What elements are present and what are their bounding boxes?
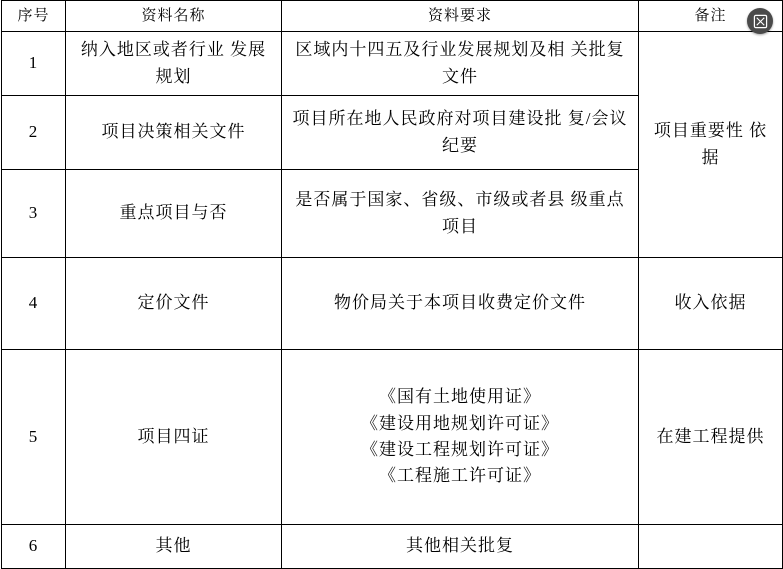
cell-name (66, 32, 282, 96)
cell-name (66, 170, 282, 258)
cell-note: 在建工程提供 (639, 350, 783, 525)
table-header-row (2, 1, 783, 32)
cell-number: 2 (2, 96, 66, 170)
table-row (2, 525, 783, 569)
cell-number: 5 (2, 350, 66, 525)
cell-note-line: 依据 (701, 121, 768, 167)
cell-requirement-line: 关批复文件 (442, 40, 625, 86)
cell-number: 3 (2, 170, 66, 258)
cell-requirement (282, 96, 639, 170)
cell-note (639, 525, 783, 569)
header-cell-name: 资料名称 (66, 1, 282, 32)
table-row (2, 350, 783, 525)
cell-name (66, 350, 282, 525)
cell-requirement (282, 350, 639, 525)
table-header (2, 1, 783, 32)
cell-name (66, 258, 282, 350)
cell-requirement-line: 级重点项目 (442, 190, 625, 236)
cell-requirement-line: 《工程施工许可证》 (379, 466, 541, 486)
table-row (2, 258, 783, 350)
cell-name (66, 96, 282, 170)
header-cell-note: 备注 (639, 1, 783, 32)
cell-name-line: 定价文件 (137, 293, 210, 313)
cell-name-line: 发展规划 (155, 40, 267, 86)
cell-name (66, 525, 282, 569)
cell-name-line: 项目四证 (137, 426, 210, 446)
cell-requirement-line: 项目所在地人民政府对项目建设批 (292, 109, 563, 129)
table-body (2, 32, 783, 569)
cell-requirement-line: 其他相关批复 (406, 536, 514, 556)
cell-number: 1 (2, 32, 66, 96)
cell-requirement-line: 复/会议纪要 (442, 109, 628, 155)
cell-requirement-line: 区域内十四五及行业发展规划及相 (295, 40, 566, 60)
cell-number: 4 (2, 258, 66, 350)
header-cell-requirement: 资料要求 (282, 1, 639, 32)
cell-requirement (282, 525, 639, 569)
cell-requirement (282, 258, 639, 350)
header-cell-number: 序号 (2, 1, 66, 32)
cell-requirement-line: 《建设用地规划许可证》 (361, 413, 559, 433)
cell-note-line: 项目重要性 (653, 121, 744, 141)
cell-name-line: 其他 (155, 536, 192, 556)
cell-name-line: 项目决策相关文件 (101, 122, 246, 142)
cell-number: 6 (2, 525, 66, 569)
table-row (2, 32, 783, 96)
cell-requirement (282, 32, 639, 96)
cell-note: 收入依据 (639, 258, 783, 350)
cell-note-merged (639, 32, 783, 258)
cell-name-line: 纳入地区或者行业 (80, 40, 225, 60)
cell-requirement-line: 物价局关于本项目收费定价文件 (334, 293, 586, 313)
cell-requirement-line: 《建设工程规划许可证》 (361, 440, 559, 459)
fullscreen-exit-button[interactable] (747, 8, 773, 34)
cell-name-line: 重点项目与否 (119, 203, 228, 223)
cell-requirement-line: 是否属于国家、省级、市级或者县 (295, 190, 566, 210)
cell-requirement-line: 《国有土地使用证》 (379, 387, 541, 407)
cell-requirement (282, 170, 639, 258)
fullscreen-exit-icon (753, 14, 768, 29)
requirements-table (1, 0, 783, 569)
